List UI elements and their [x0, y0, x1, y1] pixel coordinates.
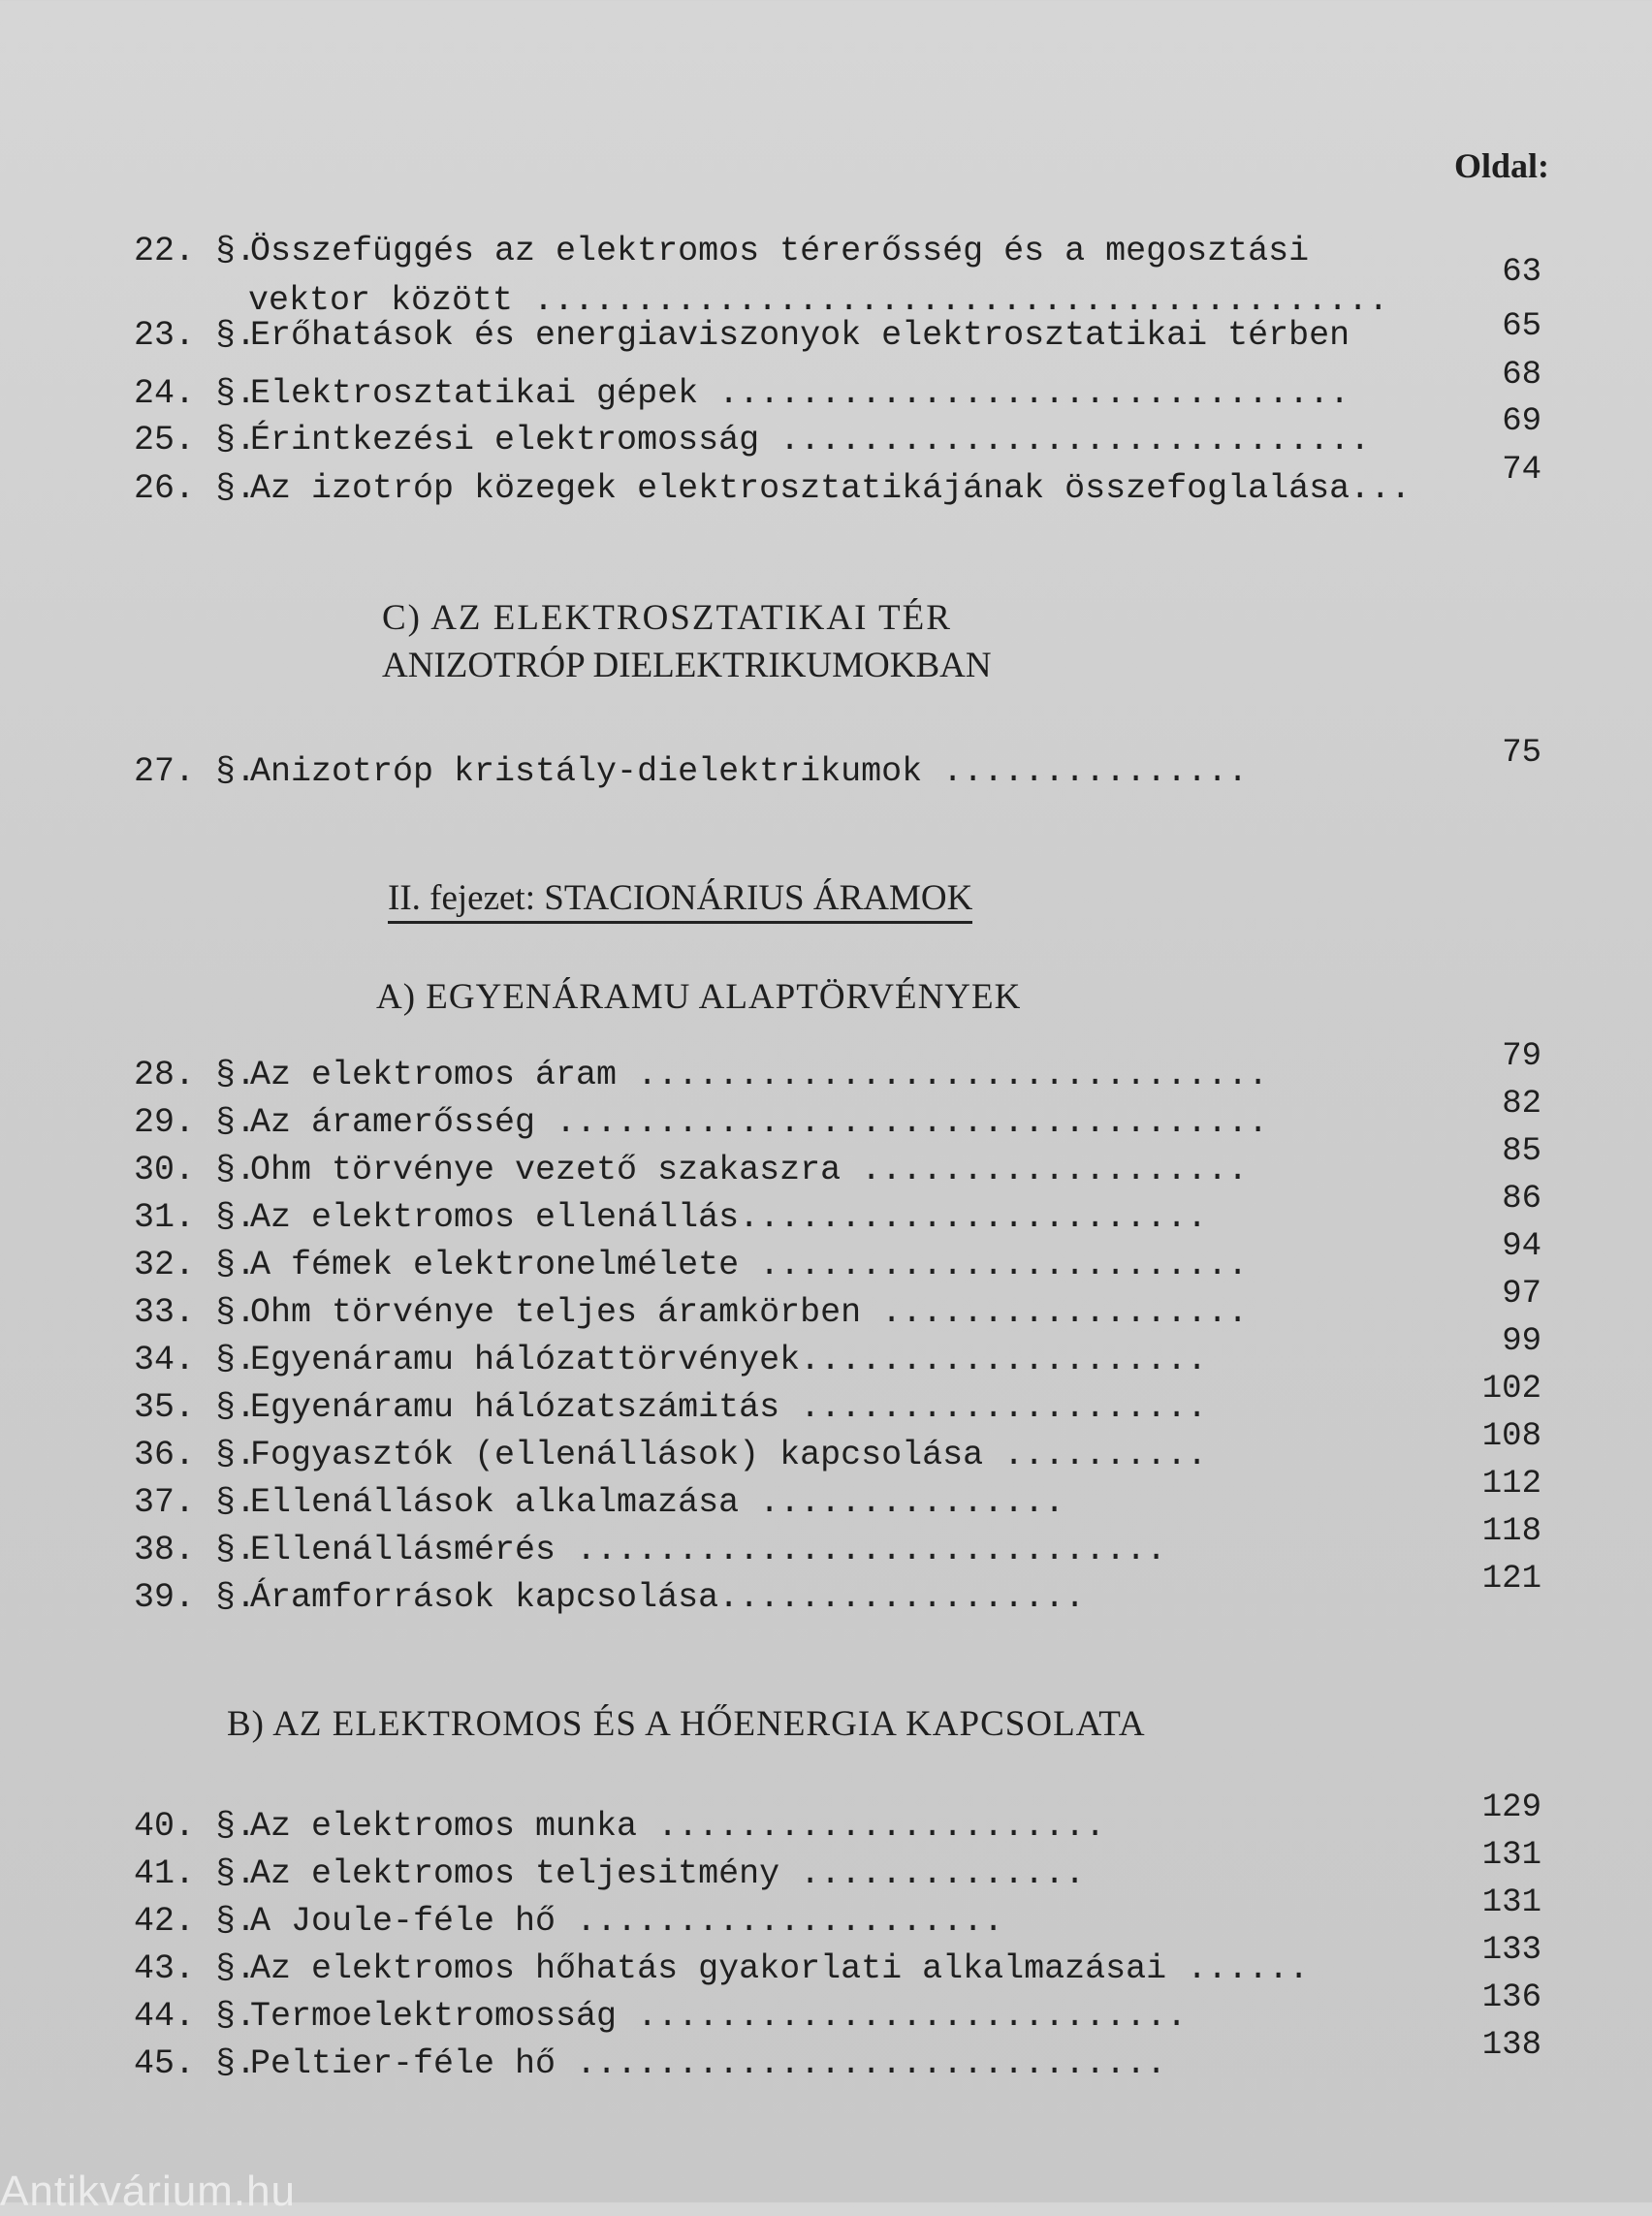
entry-number: 40. §. — [134, 1807, 257, 1846]
entry-title: Termoelektromosság — [250, 1997, 618, 2036]
entry-number: 39. §. — [134, 1578, 257, 1617]
entry-number: 42. §. — [134, 1902, 257, 1941]
toc-entry — [134, 1242, 1336, 1288]
entry-title: Elektrosztatikai gépek — [250, 374, 699, 413]
entry-title: Összefüggés az elektromos térerősség és a megosztási — [250, 232, 1310, 270]
entry-title: Ellenállásmérés — [250, 1531, 556, 1569]
toc-entry — [134, 1527, 1336, 1573]
entry-title: Az elektromos hőhatás gyakorlati alkalmazásai — [250, 1949, 1167, 1988]
dot-leader: .............. — [779, 1854, 1086, 1893]
dot-leader: ............................. — [556, 2044, 1167, 2083]
entry-page: 136 — [1481, 1979, 1541, 2016]
dot-leader: .................... — [800, 1341, 1208, 1379]
dot-leader: ............................... — [617, 1056, 1269, 1094]
entry-page: 133 — [1481, 1932, 1541, 1969]
dot-leader: ............... — [922, 752, 1249, 791]
section-heading-line2: ANIZOTRÓP DIELEKTRIKUMOKBAN — [382, 646, 992, 685]
entry-number: 23. §. — [134, 316, 257, 355]
entry-title-cont-text: vektor között — [248, 281, 514, 320]
entry-title: Áramforrások kapcsolása — [250, 1578, 719, 1617]
entry-page: 99 — [1502, 1323, 1541, 1360]
dot-leader: ................... — [841, 1151, 1249, 1189]
entry-title: Egyenáramu hálózatszámitás — [250, 1388, 780, 1427]
dot-leader: ................................... — [535, 1103, 1269, 1142]
entry-page: 68 — [1502, 357, 1541, 394]
dot-leader: .................. — [861, 1293, 1249, 1332]
toc-entry — [134, 465, 1412, 512]
entry-page: 65 — [1502, 308, 1541, 345]
entry-page: 129 — [1481, 1789, 1541, 1826]
section-heading: B) AZ ELEKTROMOS ÉS A HŐENERGIA KAPCSOLATA — [227, 1704, 1146, 1744]
dot-leader: ............................... — [698, 374, 1350, 413]
entry-number: 32. §. — [134, 1246, 257, 1284]
entry-page: 82 — [1502, 1086, 1541, 1123]
entry-number: 36. §. — [134, 1436, 257, 1474]
entry-number: 41. §. — [134, 1854, 257, 1893]
toc-entry — [134, 1147, 1336, 1193]
entry-title: Peltier-féle hő — [250, 2044, 556, 2083]
toc-entry — [134, 228, 1336, 274]
entry-number: 33. §. — [134, 1293, 257, 1332]
entry-number: 30. §. — [134, 1151, 257, 1189]
section-heading: A) EGYENÁRAMU ALAPTÖRVÉNYEK — [376, 977, 1022, 1017]
toc-entry — [134, 370, 1350, 417]
entry-title: Érintkezési elektromosság — [250, 421, 760, 459]
entry-page: 75 — [1502, 735, 1541, 772]
entry-title: Ellenállások alkalmazása — [250, 1483, 740, 1522]
entry-title: Anizotróp kristály-dielektrikumok — [250, 752, 923, 791]
entry-page: 97 — [1502, 1276, 1541, 1313]
entry-page: 63 — [1502, 254, 1541, 291]
entry-title: Az izotróp közegek elektrosztatikájának összefoglalása — [250, 469, 1350, 508]
entry-page: 131 — [1481, 1884, 1541, 1921]
entry-number: 34. §. — [134, 1341, 257, 1379]
toc-entry — [134, 1194, 1336, 1241]
entry-page: 131 — [1481, 1837, 1541, 1874]
toc-entry — [134, 2041, 1336, 2087]
entry-number: 44. §. — [134, 1997, 257, 2036]
entry-number: 26. §. — [134, 469, 257, 508]
toc-entry — [134, 1898, 1336, 1945]
toc-entry — [134, 1946, 1336, 1992]
toc-entry — [134, 1803, 1336, 1850]
entry-title: Ohm törvénye vezető szakaszra — [250, 1151, 842, 1189]
entry-title: Ohm törvénye teljes áramkörben — [250, 1293, 862, 1332]
entry-page: 94 — [1502, 1228, 1541, 1265]
entry-number: 31. §. — [134, 1198, 257, 1237]
dot-leader: .................... — [779, 1388, 1208, 1427]
dot-leader: .......................................... — [513, 281, 1389, 320]
toc-entry — [134, 1289, 1336, 1336]
entry-page: 102 — [1481, 1371, 1541, 1408]
entry-page: 138 — [1481, 2027, 1541, 2064]
entry-title: A fémek elektronelmélete — [250, 1246, 740, 1284]
entry-number: 37. §. — [134, 1483, 257, 1522]
dot-leader: ............................. — [556, 1531, 1167, 1569]
toc-entry — [134, 748, 1336, 795]
toc-entry — [134, 1574, 1336, 1621]
entry-title: Az áramerősség — [250, 1103, 536, 1142]
entry-number: 27. §. — [134, 752, 257, 791]
dot-leader: ... — [1350, 469, 1412, 508]
entry-number: 45. §. — [134, 2044, 257, 2083]
section-heading-line1: C) AZ ELEKTROSZTATIKAI TÉR — [382, 598, 952, 638]
dot-leader: ............................. — [759, 421, 1371, 459]
entry-page: 69 — [1502, 403, 1541, 440]
dot-leader: ........................... — [617, 1997, 1188, 2036]
entry-number: 43. §. — [134, 1949, 257, 1988]
toc-entry — [134, 1851, 1336, 1897]
dot-leader: ....................... — [739, 1198, 1208, 1237]
entry-page: 108 — [1481, 1418, 1541, 1455]
toc-entry — [134, 1337, 1336, 1383]
page-column-label: Oldal: — [1454, 146, 1550, 185]
entry-title: Az elektromos teljesitmény — [250, 1854, 780, 1893]
entry-page: 112 — [1481, 1466, 1541, 1503]
dot-leader: ............... — [739, 1483, 1065, 1522]
dot-leader: ........................ — [739, 1246, 1249, 1284]
toc-entry — [134, 1099, 1336, 1146]
entry-number: 35. §. — [134, 1388, 257, 1427]
toc-entry — [134, 1479, 1336, 1526]
toc-entry — [134, 1993, 1336, 2040]
entry-page: 79 — [1502, 1038, 1541, 1075]
toc-entry — [134, 1432, 1336, 1478]
dot-leader: .......... — [983, 1436, 1208, 1474]
entry-page: 86 — [1502, 1181, 1541, 1218]
entry-title: Az elektromos ellenállás — [250, 1198, 740, 1237]
entry-title: Az elektromos munka — [250, 1807, 638, 1846]
chapter-heading: II. fejezet: STACIONÁRIUS ÁRAMOK — [388, 877, 972, 924]
dot-leader: ...... — [1166, 1949, 1310, 1988]
entry-title: Fogyasztók (ellenállások) kapcsolása — [250, 1436, 984, 1474]
entry-page: 118 — [1481, 1513, 1541, 1550]
entry-number: 38. §. — [134, 1531, 257, 1569]
entry-page: 121 — [1481, 1561, 1541, 1598]
toc-entry — [134, 1384, 1336, 1431]
entry-page: 85 — [1502, 1133, 1541, 1170]
entry-title: A Joule-féle hő — [250, 1902, 556, 1941]
toc-entry — [134, 417, 1371, 463]
entry-number: 22. §. — [134, 232, 257, 270]
dot-leader: ...................... — [637, 1807, 1106, 1846]
entry-number: 25. §. — [134, 421, 257, 459]
entry-title: Egyenáramu hálózattörvények — [250, 1341, 801, 1379]
dot-leader: ..................... — [556, 1902, 1004, 1941]
entry-title: Az elektromos áram — [250, 1056, 618, 1094]
entry-number: 24. §. — [134, 374, 257, 413]
watermark-text: Antikvárium.hu — [0, 2168, 297, 2215]
toc-entry — [134, 1052, 1336, 1098]
toc-entry — [134, 312, 1350, 359]
entry-title: Erőhatások és energiaviszonyok elektrosztatikai térben — [250, 316, 1350, 355]
entry-number: 29. §. — [134, 1103, 257, 1142]
entry-number: 28. §. — [134, 1056, 257, 1094]
entry-page: 74 — [1502, 452, 1541, 489]
dot-leader: .................. — [718, 1578, 1086, 1617]
